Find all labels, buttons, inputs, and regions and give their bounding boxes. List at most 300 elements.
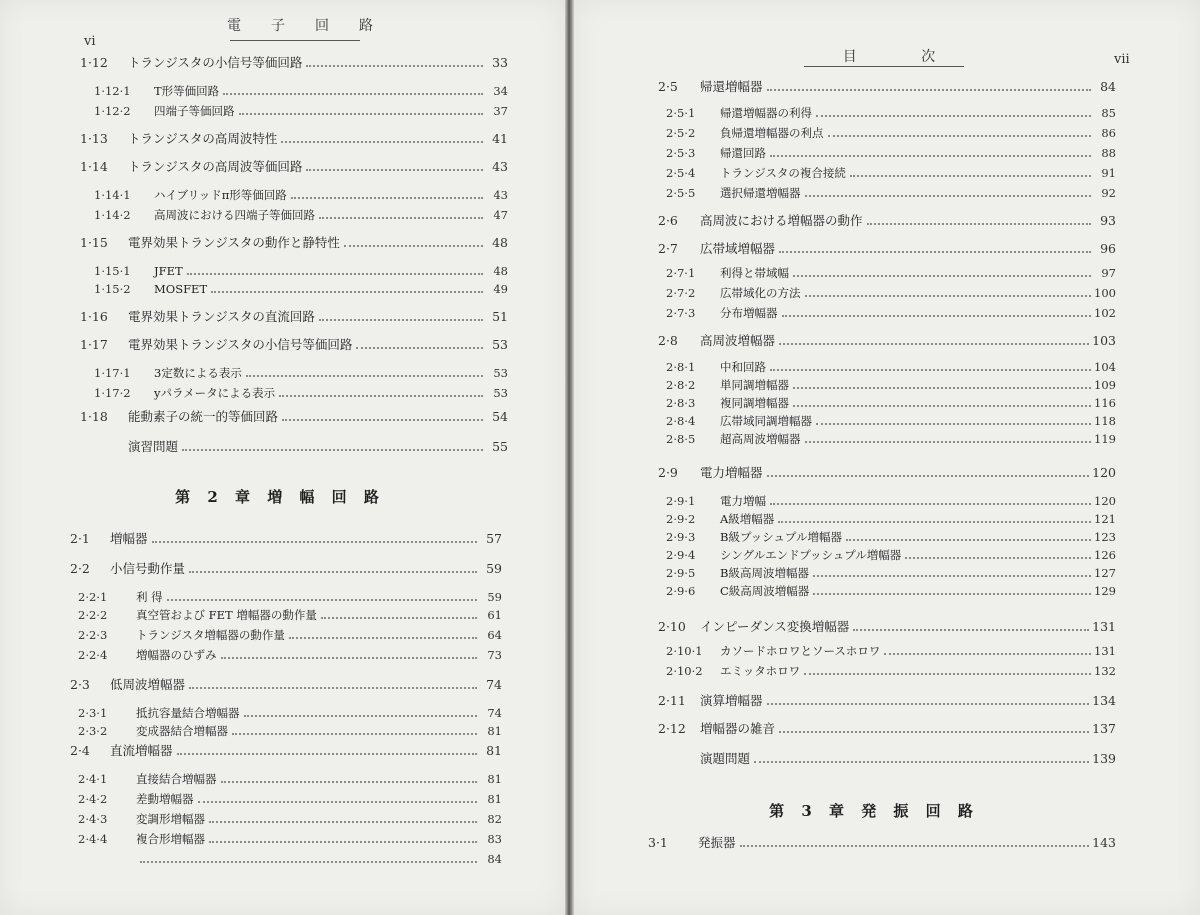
book-spine — [565, 0, 574, 915]
section-number: 2·9·3 — [666, 530, 696, 544]
page-number: 131 — [1094, 644, 1116, 658]
dot-leader — [793, 386, 1091, 389]
dot-leader — [209, 820, 477, 823]
section-number: 1·16 — [80, 309, 108, 324]
section-title: 広帯域増幅器 — [700, 241, 776, 256]
page-number: 74 — [486, 677, 502, 692]
section-number: 2·5·4 — [666, 166, 696, 180]
page-number: 83 — [487, 832, 502, 846]
toc-section-entry — [80, 156, 508, 174]
section-number: 2·12 — [658, 721, 686, 736]
toc-section-entry — [658, 748, 1116, 766]
dot-leader — [291, 196, 483, 199]
toc-section-entry — [80, 306, 508, 324]
toc-subsection-entry — [666, 282, 1116, 300]
section-title: 3定数による表示 — [154, 366, 242, 380]
toc-subsection-entry — [94, 382, 508, 400]
section-title: シングルエンドプッシュプル増幅器 — [720, 548, 902, 562]
dot-leader — [189, 686, 477, 689]
dot-leader — [221, 656, 478, 659]
section-title: カソードホロワとソースホロワ — [720, 644, 881, 658]
page-number: 53 — [493, 386, 508, 400]
dot-leader — [793, 274, 1091, 277]
dot-leader — [223, 92, 483, 95]
dot-leader — [187, 272, 483, 275]
dot-leader — [279, 394, 483, 397]
toc-subsection-entry — [78, 788, 502, 806]
dot-leader — [282, 418, 483, 421]
toc-subsection-entry — [94, 80, 508, 98]
toc-subsection-entry — [666, 162, 1116, 180]
section-title: 発振器 — [698, 835, 736, 850]
section-number: 1·14·1 — [94, 188, 131, 202]
toc-subsection-entry — [666, 544, 1116, 562]
page-number: 34 — [493, 84, 508, 98]
page-number: 137 — [1092, 721, 1116, 736]
toc-subsection-entry — [78, 848, 502, 866]
toc-section-entry — [80, 406, 508, 424]
section-title: JFET — [154, 264, 183, 278]
left-page-number: vi — [84, 34, 96, 49]
dot-leader — [782, 314, 1092, 317]
section-title: 超高周波増幅器 — [720, 432, 801, 446]
dot-leader — [828, 134, 1092, 137]
toc-subsection-entry — [666, 526, 1116, 544]
section-title: トランジスタ増幅器の動作量 — [136, 628, 285, 642]
dot-leader — [779, 342, 1089, 345]
section-number: 2·9·6 — [666, 584, 696, 598]
section-title: 真空管および FET 増幅器の動作量 — [136, 608, 317, 622]
toc-subsection-entry — [78, 624, 502, 642]
toc-subsection-entry — [666, 490, 1116, 508]
dot-leader — [319, 216, 483, 219]
page-number: 103 — [1092, 333, 1116, 348]
section-title: 利 得 — [136, 590, 163, 604]
section-title: 広帯域同調増幅器 — [720, 414, 812, 428]
page-number: 37 — [493, 104, 508, 118]
section-title: インピーダンス変換増幅器 — [700, 619, 850, 634]
dot-leader — [754, 760, 1089, 763]
dot-leader — [319, 318, 483, 321]
page-number: 47 — [493, 208, 508, 222]
section-title: B級高周波増幅器 — [720, 566, 809, 580]
section-title: トランジスタの小信号等価回路 — [128, 55, 303, 70]
dot-leader — [793, 404, 1091, 407]
page-number: 84 — [1100, 79, 1116, 94]
section-title: 演題問題 — [700, 751, 751, 766]
section-title: 単同調増幅器 — [720, 378, 789, 392]
toc-subsection-entry — [666, 374, 1116, 392]
section-number: 1·17 — [80, 337, 108, 352]
section-number: 2·7 — [658, 241, 678, 256]
section-number: 2·8 — [658, 333, 678, 348]
section-number: 2·3·2 — [78, 724, 108, 738]
section-number: 2·4·3 — [78, 812, 108, 826]
section-number: 2·10 — [658, 619, 686, 634]
section-number: 2·9·5 — [666, 566, 696, 580]
section-number: 2·5·2 — [666, 126, 696, 140]
section-number: 1·14·2 — [94, 208, 131, 222]
dot-leader — [167, 598, 477, 601]
toc-subsection-entry — [94, 204, 508, 222]
section-number: 1·12·2 — [94, 104, 131, 118]
toc-subsection-entry — [666, 262, 1116, 280]
section-title: C級高周波増幅器 — [720, 584, 810, 598]
toc-subsection-entry — [666, 356, 1116, 374]
section-number: 1·15·1 — [94, 264, 131, 278]
toc-section-entry — [648, 832, 1116, 850]
toc-subsection-entry — [666, 102, 1116, 120]
toc-subsection-entry — [78, 702, 502, 720]
dot-leader — [770, 368, 1091, 371]
section-title: MOSFET — [154, 282, 208, 296]
chapter-heading: 第 2 章 増 幅 回 路 — [175, 488, 385, 506]
section-title: 低周波増幅器 — [110, 677, 186, 692]
page-number: 53 — [492, 337, 508, 352]
page-number: 134 — [1092, 693, 1116, 708]
dot-leader — [140, 860, 477, 863]
section-title: 複合形増幅器 — [136, 832, 205, 846]
page-number: 116 — [1094, 396, 1116, 410]
dot-leader — [232, 732, 477, 735]
page-number: 120 — [1094, 494, 1116, 508]
toc-section-entry — [70, 558, 502, 576]
dot-leader — [905, 556, 1091, 559]
dot-leader — [182, 448, 483, 451]
page-number: 102 — [1094, 306, 1116, 320]
toc-section-entry — [80, 128, 508, 146]
dot-leader — [289, 636, 477, 639]
section-number: 2·2·2 — [78, 608, 108, 622]
left-running-title: 電子回路 — [227, 18, 403, 34]
toc-subsection-entry — [666, 428, 1116, 446]
section-title: 高周波における四端子等価回路 — [154, 208, 315, 222]
section-title: 直流増幅器 — [110, 743, 173, 758]
dot-leader — [846, 538, 1091, 541]
chapter-heading: 第 3 章 発 振 回 路 — [769, 802, 979, 820]
section-number: 2·3 — [70, 677, 90, 692]
section-title: 利得と帯域幅 — [720, 266, 789, 280]
section-title: 電界効果トランジスタの直流回路 — [128, 309, 315, 324]
dot-leader — [356, 346, 483, 349]
toc-subsection-entry — [94, 100, 508, 118]
page-number: 97 — [1101, 266, 1116, 280]
section-number: 2·6 — [658, 213, 678, 228]
header-rule — [230, 40, 360, 41]
section-number: 2·9·1 — [666, 494, 696, 508]
section-title: トランジスタの複合接続 — [720, 166, 846, 180]
page-number: 126 — [1094, 548, 1116, 562]
section-title: エミッタホロワ — [720, 664, 801, 678]
page-number: 33 — [492, 55, 508, 70]
section-title: ハイブリッドπ形等価回路 — [154, 188, 287, 202]
section-number: 2·2·1 — [78, 590, 108, 604]
section-title: A級増幅器 — [720, 512, 775, 526]
section-title: トランジスタの高周波等価回路 — [128, 159, 303, 174]
toc-section-entry — [658, 210, 1116, 228]
toc-subsection-entry — [78, 768, 502, 786]
section-number: 2·4·4 — [78, 832, 108, 846]
section-title: 帰還回路 — [720, 146, 766, 160]
section-number: 2·2·4 — [78, 648, 108, 662]
section-title: 直接結合増幅器 — [136, 772, 217, 786]
dot-leader — [804, 672, 1091, 675]
page-number: 93 — [1100, 213, 1116, 228]
toc-section-entry — [80, 232, 508, 250]
section-title: 演習問題 — [128, 439, 179, 454]
page-number: 104 — [1094, 360, 1116, 374]
dot-leader — [177, 752, 477, 755]
toc-section-entry — [658, 238, 1116, 256]
section-title: 小信号動作量 — [110, 561, 186, 576]
toc-subsection-entry — [78, 644, 502, 662]
section-title: 電力増幅 — [720, 494, 766, 508]
section-number: 2·11 — [658, 693, 686, 708]
page-number: 61 — [487, 608, 502, 622]
section-title: 増幅器のひずみ — [136, 648, 217, 662]
toc-subsection-entry — [78, 586, 502, 604]
toc-subsection-entry — [666, 142, 1116, 160]
section-title: 四端子等価回路 — [154, 104, 235, 118]
page-number: 129 — [1094, 584, 1116, 598]
section-title: 中和回路 — [720, 360, 766, 374]
page-number: 139 — [1092, 751, 1116, 766]
dot-leader — [805, 294, 1092, 297]
page-number: 131 — [1092, 619, 1116, 634]
section-number: 1·12 — [80, 55, 108, 70]
toc-section-entry — [658, 690, 1116, 708]
section-number: 2·8·1 — [666, 360, 696, 374]
toc-section-entry — [80, 52, 508, 70]
toc-subsection-entry — [94, 184, 508, 202]
dot-leader — [306, 64, 483, 67]
dot-leader — [779, 730, 1089, 733]
section-title: 高周波増幅器 — [700, 333, 776, 348]
dot-leader — [767, 474, 1090, 477]
right-page — [574, 0, 1200, 915]
section-title: 分布増幅器 — [720, 306, 778, 320]
toc-subsection-entry — [666, 580, 1116, 598]
section-title: 帰還増幅器の利得 — [720, 106, 812, 120]
section-title: B級プッシュプル増幅器 — [720, 530, 842, 544]
right-running-title: 目 次 — [842, 49, 966, 65]
dot-leader — [778, 520, 1091, 523]
section-number: 2·8·2 — [666, 378, 696, 392]
section-title: トランジスタの高周波特性 — [128, 131, 278, 146]
page-number: 49 — [493, 282, 508, 296]
section-title: yパラメータによる表示 — [154, 386, 276, 400]
dot-leader — [344, 244, 483, 247]
section-number: 2·9 — [658, 465, 678, 480]
dot-leader — [767, 88, 1091, 91]
section-number: 2·8·5 — [666, 432, 696, 446]
section-number: 2·2·3 — [78, 628, 108, 642]
section-number: 2·2 — [70, 561, 90, 576]
dot-leader — [211, 290, 483, 293]
section-number: 2·10·2 — [666, 664, 703, 678]
dot-leader — [813, 574, 1091, 577]
section-number: 1·12·1 — [94, 84, 131, 98]
page-number: 120 — [1092, 465, 1116, 480]
right-page-number: vii — [1114, 52, 1130, 67]
section-number: 2·4 — [70, 743, 90, 758]
page-number: 109 — [1094, 378, 1116, 392]
page-number: 73 — [487, 648, 502, 662]
toc-subsection-entry — [666, 122, 1116, 140]
page-number: 74 — [487, 706, 502, 720]
page-number: 81 — [486, 743, 502, 758]
page-number: 96 — [1100, 241, 1116, 256]
dot-leader — [805, 440, 1092, 443]
dot-leader — [740, 844, 1090, 847]
section-number: 2·5·5 — [666, 186, 696, 200]
section-title: 演算増幅器 — [700, 693, 763, 708]
dot-leader — [850, 174, 1091, 177]
section-title: 差動増幅器 — [136, 792, 194, 806]
page-number: 81 — [487, 724, 502, 738]
page-number: 127 — [1094, 566, 1116, 580]
dot-leader — [189, 570, 477, 573]
section-number: 2·10·1 — [666, 644, 703, 658]
page-number: 54 — [492, 409, 508, 424]
page-number: 82 — [487, 812, 502, 826]
page-number: 48 — [492, 235, 508, 250]
page-number: 59 — [487, 590, 502, 604]
page-number: 48 — [493, 264, 508, 278]
section-title: 変調形増幅器 — [136, 812, 205, 826]
toc-subsection-entry — [78, 828, 502, 846]
dot-leader — [770, 154, 1091, 157]
toc-subsection-entry — [94, 362, 508, 380]
dot-leader — [281, 140, 483, 143]
dot-leader — [246, 374, 483, 377]
section-title: 複同調増幅器 — [720, 396, 789, 410]
toc-section-entry — [80, 436, 508, 454]
page-number: 91 — [1101, 166, 1116, 180]
section-number: 1·17·2 — [94, 386, 131, 400]
page-number: 143 — [1092, 835, 1116, 850]
left-page — [0, 0, 565, 915]
page-number: 92 — [1101, 186, 1116, 200]
section-title: T形等価回路 — [154, 84, 220, 98]
toc-subsection-entry — [666, 562, 1116, 580]
section-number: 2·4·1 — [78, 772, 108, 786]
section-title: 広帯域化の方法 — [720, 286, 801, 300]
toc-subsection-entry — [78, 808, 502, 826]
toc-section-entry — [70, 740, 502, 758]
dot-leader — [198, 800, 478, 803]
page-number: 123 — [1094, 530, 1116, 544]
section-title: 電力増幅器 — [700, 465, 763, 480]
dot-leader — [779, 250, 1091, 253]
page-number: 119 — [1094, 432, 1116, 446]
toc-subsection-entry — [94, 278, 508, 296]
section-number: 2·8·4 — [666, 414, 696, 428]
toc-subsection-entry — [666, 640, 1116, 658]
section-number: 1·15 — [80, 235, 108, 250]
dot-leader — [239, 112, 484, 115]
page-number: 53 — [493, 366, 508, 380]
dot-leader — [816, 114, 1091, 117]
section-number: 3·1 — [648, 835, 668, 850]
section-title: 増幅器の雑音 — [700, 721, 776, 736]
toc-subsection-entry — [666, 508, 1116, 526]
section-number: 2·7·2 — [666, 286, 696, 300]
page-number: 121 — [1094, 512, 1116, 526]
dot-leader — [244, 714, 478, 717]
page-number: 85 — [1101, 106, 1116, 120]
dot-leader — [884, 652, 1091, 655]
header-rule — [804, 66, 964, 67]
dot-leader — [805, 194, 1092, 197]
section-title: 電界効果トランジスタの小信号等価回路 — [128, 337, 353, 352]
page-number: 132 — [1094, 664, 1116, 678]
toc-subsection-entry — [94, 260, 508, 278]
section-title: 変成器結合増幅器 — [136, 724, 228, 738]
section-title: 負帰還増幅器の利点 — [720, 126, 824, 140]
dot-leader — [152, 540, 477, 543]
dot-leader — [209, 840, 477, 843]
section-title: 抵抗容量結合増幅器 — [136, 706, 240, 720]
section-number: 2·7·1 — [666, 266, 696, 280]
page-number: 88 — [1101, 146, 1116, 160]
dot-leader — [767, 702, 1090, 705]
section-title: 能動素子の統一的等価回路 — [128, 409, 279, 424]
page-number: 43 — [492, 159, 508, 174]
page-number: 43 — [493, 188, 508, 202]
toc-section-entry — [70, 674, 502, 692]
page-number: 55 — [492, 439, 508, 454]
section-number: 2·9·2 — [666, 512, 696, 526]
section-title: 帰還増幅器 — [700, 79, 763, 94]
section-number: 2·5 — [658, 79, 678, 94]
section-number: 1·14 — [80, 159, 108, 174]
section-number: 2·7·3 — [666, 306, 696, 320]
section-number: 1·15·2 — [94, 282, 131, 296]
page-number: 64 — [487, 628, 502, 642]
dot-leader — [853, 628, 1089, 631]
toc-subsection-entry — [666, 302, 1116, 320]
toc-subsection-entry — [666, 410, 1116, 428]
section-title: 電界効果トランジスタの動作と静特性 — [128, 235, 340, 250]
toc-section-entry — [658, 718, 1116, 736]
section-number: 2·5·1 — [666, 106, 696, 120]
page-number: 81 — [487, 792, 502, 806]
toc-section-entry — [80, 334, 508, 352]
section-title: 選択帰還増幅器 — [720, 186, 801, 200]
page-number: 86 — [1101, 126, 1116, 140]
section-title: 高周波における増幅器の動作 — [700, 213, 863, 228]
toc-section-entry — [658, 76, 1116, 94]
section-title: 増幅器 — [110, 531, 148, 546]
section-number: 1·18 — [80, 409, 108, 424]
page-number: 84 — [487, 852, 502, 866]
page-number: 51 — [492, 309, 508, 324]
section-number: 2·9·4 — [666, 548, 696, 562]
dot-leader — [321, 616, 477, 619]
dot-leader — [867, 222, 1091, 225]
page-number: 118 — [1094, 414, 1116, 428]
toc-section-entry — [658, 462, 1116, 480]
section-number: 1·13 — [80, 131, 108, 146]
section-number: 2·5·3 — [666, 146, 696, 160]
page-number: 81 — [487, 772, 502, 786]
section-number: 2·3·1 — [78, 706, 108, 720]
page-number: 57 — [486, 531, 502, 546]
dot-leader — [306, 168, 483, 171]
toc-subsection-entry — [78, 720, 502, 738]
toc-section-entry — [658, 616, 1116, 634]
